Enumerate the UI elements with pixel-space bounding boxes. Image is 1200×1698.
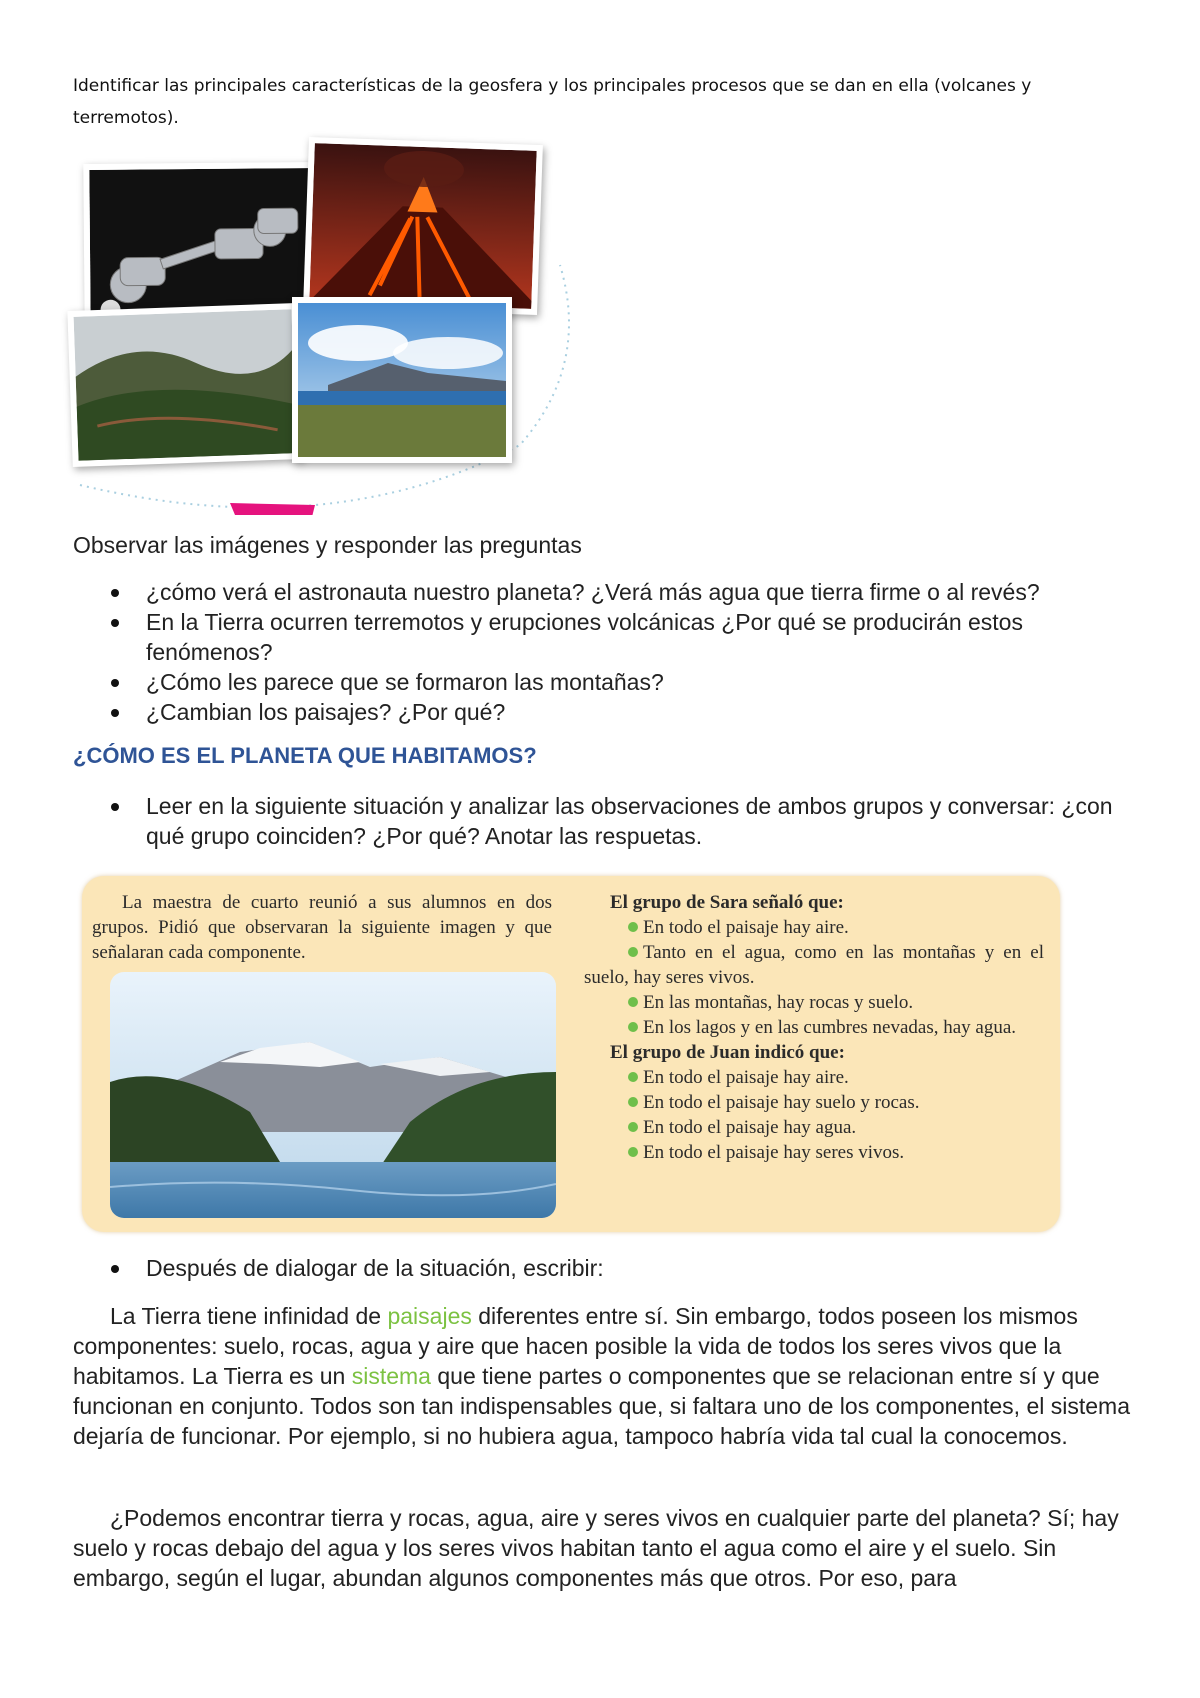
list-item: ¿cómo verá el astronauta nuestro planeta? ¿Verá más agua que tierra firme o al revés?: [73, 577, 1133, 607]
groups-observations: [584, 890, 1044, 1165]
group-sara-title: El grupo de Sara señaló que:: [610, 892, 844, 913]
highlight-paisajes: paisajes: [387, 1303, 472, 1329]
green-bullet-icon: [628, 922, 638, 932]
lake-landscape-photo: [292, 297, 512, 463]
green-bullet-icon: [628, 1147, 638, 1157]
list-item: Tanto en el agua, como en las montañas y en el suelo, hay seres vivos.: [584, 942, 1044, 988]
green-bullet-icon: [628, 997, 638, 1007]
list-item: En todo el paisaje hay suelo y rocas.: [584, 1090, 1044, 1115]
list-item: En la Tierra ocurren terremotos y erupciones volcánicas ¿Por qué se producirán estos fenómenos?: [73, 607, 1133, 667]
situation-panel: [82, 876, 1060, 1232]
green-bullet-icon: [628, 947, 638, 957]
questions-list: [73, 577, 1133, 727]
volcano-photo: [303, 137, 543, 315]
green-bullet-icon: [628, 1122, 638, 1132]
highlight-sistema: sistema: [351, 1363, 431, 1389]
list-item: ¿Cómo les parece que se formaron las montañas?: [73, 667, 1133, 697]
mountain-forest-photo: [67, 303, 302, 467]
list-item: ¿Cambian los paisajes? ¿Por qué?: [73, 697, 1133, 727]
list-item: Leer en la siguiente situación y analizar las observaciones de ambos grupos y conversar: ¿con qué grupo coinciden? ¿Por qué? Anotar las respuetas.: [73, 791, 1133, 851]
panel-intro: La maestra de cuarto reunió a sus alumnos en dos grupos. Pidió que observaran la siguiente imagen y que señalaran cada componente.: [92, 892, 552, 963]
paragraph-1: La Tierra tiene infinidad de paisajes diferentes entre sí. Sin embargo, todos poseen los mismos componentes: suelo, rocas, agua y aire que hacen posible la vida de todos los seres vivos que la habitamos. La Tierra es un sistema que tiene partes o componentes que se relacionan entre sí y que funcionan en conjunto. Todos son tan indispensables que, si faltara uno de los componentes, el sistema dejaría de funcionar. Por ejemplo, si no hubiera agua, tampoco habría vida tal cual la conocemos.: [73, 1303, 1130, 1449]
green-bullet-icon: [628, 1097, 638, 1107]
section-heading: ¿CÓMO ES EL PLANETA QUE HABITAMOS?: [73, 743, 537, 768]
task-list: [73, 791, 1133, 851]
paragraph-2: ¿Podemos encontrar tierra y rocas, agua, aire y seres vivos en cualquier parte del planeta? Sí; hay suelo y rocas debajo del agua y los seres vivos habitan tanto el agua como el aire y el suelo. Sin embargo, según el lugar, abundan algunos componentes más que otros. Por eso, para: [73, 1505, 1119, 1591]
green-bullet-icon: [628, 1072, 638, 1082]
instruction-text: Observar las imágenes y responder las preguntas: [73, 532, 582, 558]
list-item: En todo el paisaje hay aire.: [584, 915, 1044, 940]
group-juan-title: El grupo de Juan indicó que:: [610, 1042, 845, 1063]
list-item: En los lagos y en las cumbres nevadas, hay agua.: [584, 1015, 1044, 1040]
image-collage: [70, 145, 590, 515]
list-item: En todo el paisaje hay agua.: [584, 1115, 1044, 1140]
lake-mountain-photo: [110, 972, 556, 1218]
write-list: [73, 1253, 1133, 1283]
green-bullet-icon: [628, 1022, 638, 1032]
list-item: En todo el paisaje hay seres vivos.: [584, 1140, 1044, 1165]
objective-text: Identificar las principales características de la geosfera y los principales procesos que se dan en ella (volcanes y terremotos).: [73, 76, 1032, 128]
list-item: Después de dialogar de la situación, escribir:: [73, 1253, 1133, 1283]
list-item: En todo el paisaje hay aire.: [584, 1065, 1044, 1090]
list-item: En las montañas, hay rocas y suelo.: [584, 990, 1044, 1015]
